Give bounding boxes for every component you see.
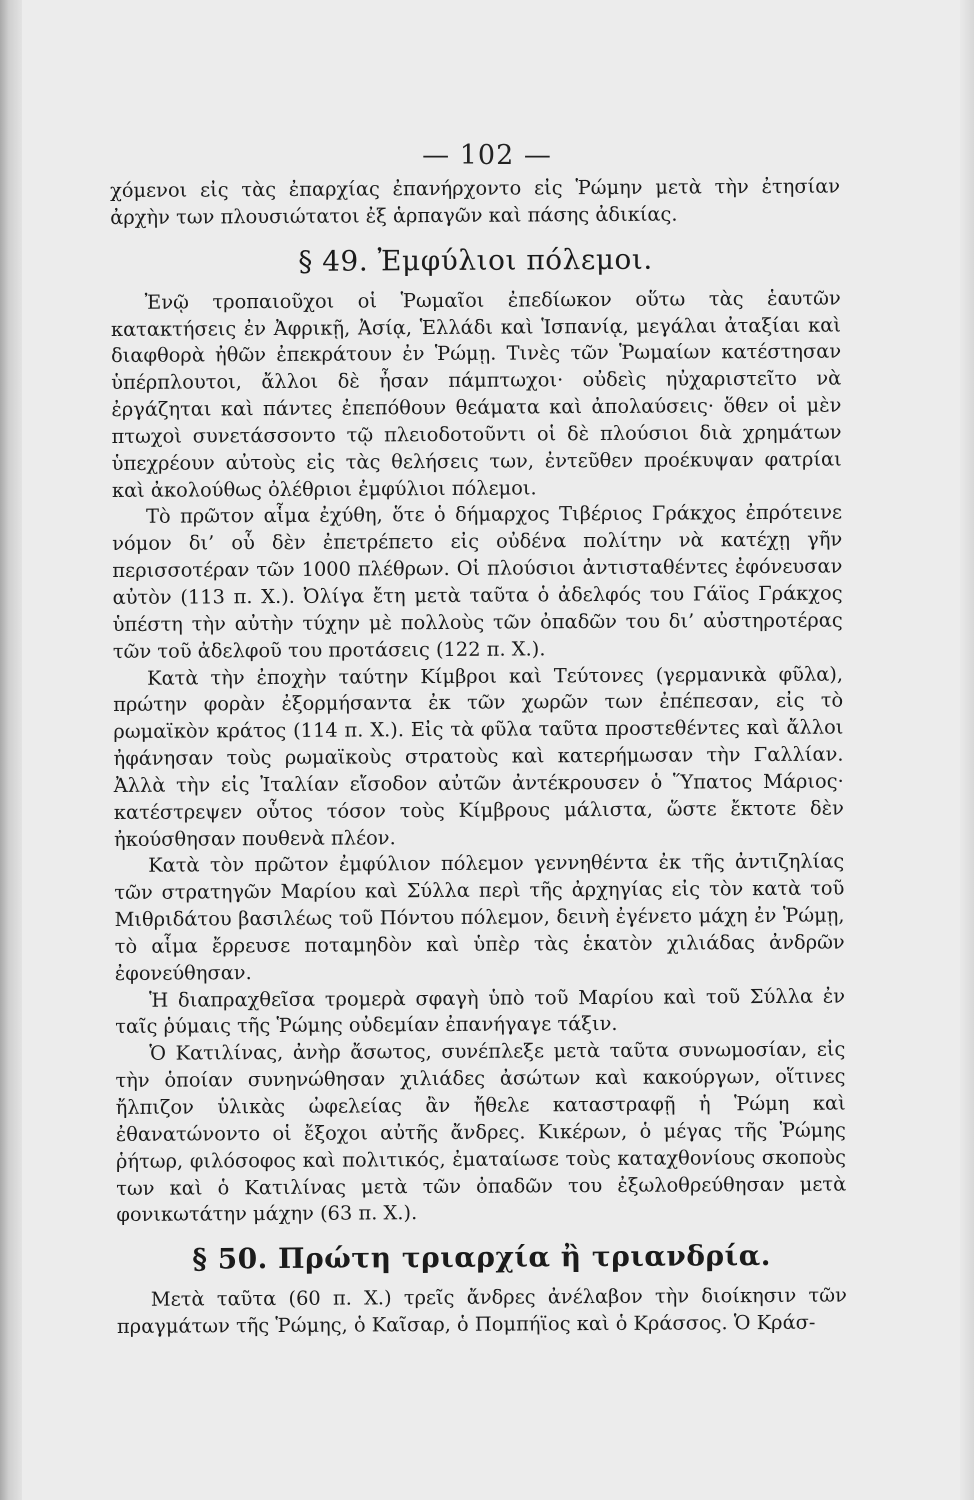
section-heading-49: § 49. Ἐμφύλιοι πόλεμοι. [298, 242, 653, 278]
paragraph: Κατὰ τὴν ἐποχὴν ταύτην Κίμβροι καὶ Τεύτονες (γερμανικὰ φῦλα), πρώτην φορὰν ἐξορμήσαντα ἐκ τῶν χωρῶν των ἐπέπεσαν, εἰς τὸ ρωμαϊκὸν κράτος (114 π. Χ.). Εἰς τὰ φῦλα ταῦτα προστεθέντες καὶ ἄλλοι ἠφάνησαν τοὺς ρωμαϊκοὺς στρατοὺς καὶ κατερήμωσαν τὴν Γαλλίαν. Ἀλλὰ τὴν εἰς Ἰταλίαν εἴσοδον αὐτῶν ἀντέκρουσεν ὁ Ὕπατος Μάριος· κατέστρεψεν οὗτος τόσον τοὺς Κίμβρους μάλιστα, ὥστε ἔκτοτε δὲν ἠκούσθησαν πουθενὰ πλέον. [113, 662, 844, 851]
paragraph: Ὁ Κατιλίνας, ἀνὴρ ἄσωτος, συνέπλεξε μετὰ ταῦτα συνωμοσίαν, εἰς τὴν ὁποίαν συνηνώθησαν χιλιάδες ἀσώτων καὶ κακούργων, οἵτινες ἤλπιζον ὑλικὰς ὠφελείας ἂν ἤθελε καταστραφῇ ἡ Ῥώμη καὶ ἐθανατώνοντο οἱ ἔξοχοι αὐτῆς ἄνδρες. Κικέρων, ὁ μέγας τῆς Ῥώμης ῥήτωρ, φιλόσοφος καὶ πολιτικός, ἐματαίωσε τοὺς καταχθονίους σκοποὺς των καὶ ὁ Κατιλίνας μετὰ τῶν ὀπαδῶν του ἐξωλοθρεύθησαν μετὰ φονικωτάτην μάχην (63 π. Χ.). [115, 1037, 847, 1227]
paragraph: Μετὰ ταῦτα (60 π. Χ.) τρεῖς ἄνδρες ἀνέλαβον τὴν διοίκησιν τῶν πραγμάτων τῆς Ῥώμης, ὁ Καῖσαρ, ὁ Πομπήϊος καὶ ὁ Κράσσος. Ὁ Κράσ- [116, 1283, 847, 1339]
section-heading-50: § 50. Πρώτη τριαρχία ἢ τριανδρία. [192, 1239, 772, 1276]
page-edge [960, 0, 974, 1500]
paragraph: Ἐνῷ τροπαιοῦχοι οἱ Ῥωμαῖοι ἐπεδίωκον οὕτω τὰς ἑαυτῶν κατακτήσεις ἐν Ἀφρικῇ, Ἀσίᾳ, Ἑλλάδι καὶ Ἱσπανίᾳ, μεγάλαι ἀταξίαι καὶ διαφθορὰ ἠθῶν ἐπεκράτουν ἐν Ῥώμῃ. Τινὲς τῶν Ῥωμαίων κατέστησαν ὑπέρπλουτοι, ἄλλοι δὲ ἦσαν πάμπτωχοι· οὐδεὶς ηὐχαριστεῖτο νὰ ἐργάζηται καὶ πάντες ἐπεπόθουν θεάματα καὶ ἀπολαύσεις· ὅθεν οἱ μὲν πτωχοὶ συνετάσσοντο τῷ πλειοδοτοῦντι οἱ δὲ πλούσιοι διὰ χρημάτων ὑπεχρέουν αὐτοὺς εἰς τὰς θελήσεις των, ἐντεῦθεν προέκυψαν φατρίαι καὶ ἀκολούθως ὀλέθριοι ἐμφύλιοι πόλεμοι. [110, 286, 842, 502]
paragraph: Τὸ πρῶτον αἷμα ἐχύθη, ὅτε ὁ δήμαρχος Τιβέριος Γράκχος ἐπρότεινε νόμον δι’ οὗ δὲν ἐπετρέπετο εἰς οὐδένα πολίτην νὰ κατέχῃ γῆν περισσοτέραν τῶν 1000 πλέθρων. Οἱ πλούσιοι ἀντισταθέντες ἐφόνευσαν αὐτὸν (113 π. Χ.). Ὀλίγα ἔτη μετὰ ταῦτα ὁ ἀδελφός του Γάϊος Γράκχος ὑπέστη τὴν αὐτὴν τύχην μὲ πολλοὺς τῶν ὀπαδῶν του δι’ αὐστηροτέρας τῶν τοῦ ἀδελφοῦ του προτάσεις (122 π. Χ.). [112, 500, 843, 663]
paragraph-continuation: χόμενοι εἰς τὰς ἐπαρχίας ἐπανήρχοντο εἰς Ῥώμην μετὰ τὴν ἐτησίαν ἀρχὴν των πλουσιώτατοι ἐξ ἁρπαγῶν καὶ πάσης ἀδικίας. [110, 174, 841, 229]
book-spine-shadow [0, 0, 22, 1500]
paragraph: Ἡ διαπραχθεῖσα τρομερὰ σφαγὴ ὑπὸ τοῦ Μαρίου καὶ τοῦ Σύλλα ἐν ταῖς ῥύμαις τῆς Ῥώμης οὐδεμίαν ἐπανήγαγε τάξιν. [115, 984, 846, 1039]
body-text [110, 174, 847, 1341]
page-number: — 102 — [422, 140, 552, 171]
paragraph: Κατὰ τὸν πρῶτον ἐμφύλιον πόλεμον γεννηθέντα ἐκ τῆς ἀντιζηλίας τῶν στρατηγῶν Μαρίου καὶ Σύλλα περὶ τῆς ἀρχηγίας εἰς τὸν κατὰ τοῦ Μιθριδάτου βασιλέως τοῦ Πόντου πόλεμον, δεινὴ ἐγένετο μάχη ἐν Ῥώμῃ, τὸ αἷμα ἔρρευσε ποταμηδὸν καὶ ὑπὲρ τὰς ἑκατὸν χιλιάδας ἀνδρῶν ἐφονεύθησαν. [114, 849, 845, 985]
